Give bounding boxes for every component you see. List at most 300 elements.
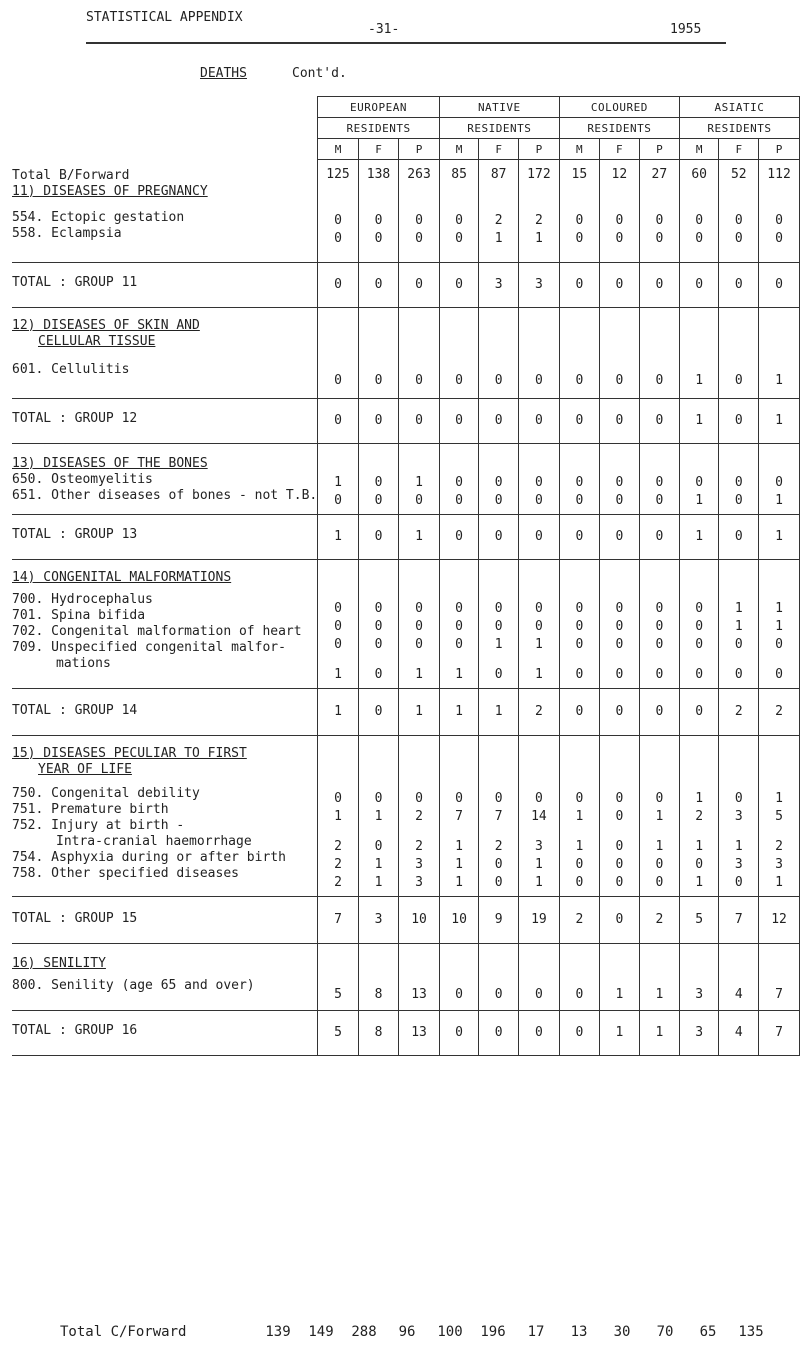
item-label: 750. Congenital debility	[12, 785, 200, 801]
item-label: 754. Asphyxia during or after birth	[12, 849, 286, 865]
group-heading: 12) DISEASES OF SKIN AND	[12, 317, 200, 333]
cell-value: 0	[374, 474, 383, 490]
cell-value: 0	[734, 231, 743, 246]
cell-value: 7	[759, 1010, 800, 1055]
cell-value: 1	[695, 492, 704, 508]
sex-p: P	[518, 139, 559, 160]
item-label: 800. Senility (age 65 and over)	[12, 977, 255, 993]
cell-value: 0	[775, 231, 783, 246]
cell-value: 1	[695, 838, 704, 854]
cell-stack	[479, 735, 519, 896]
cell-value: 0	[575, 492, 584, 508]
cell-value: 1	[399, 514, 440, 559]
cell-value: 1	[759, 398, 800, 443]
cell-stack	[559, 160, 599, 263]
cell-stack	[479, 160, 519, 263]
cell-stack	[679, 559, 719, 688]
bf-label: Total B/Forward	[12, 167, 130, 183]
item-label: 751. Premature birth	[12, 801, 169, 817]
sex-f: F	[358, 139, 399, 160]
sex-m: M	[679, 139, 719, 160]
cell-value: 0	[535, 474, 543, 490]
cell-value: 7	[318, 896, 359, 943]
cell-stack	[759, 559, 800, 688]
cell-value: 0	[358, 307, 399, 398]
sex-m: M	[439, 139, 479, 160]
cell-value: 0	[479, 943, 519, 1010]
cell-value: 0	[575, 666, 584, 682]
cell-value: 0	[494, 856, 503, 872]
cell-value: 2	[775, 838, 783, 854]
cell-stack	[719, 443, 759, 514]
cell-value: 0	[734, 790, 743, 806]
cell-stack	[639, 160, 679, 263]
cell-value: 0	[655, 618, 664, 634]
cf-value: 139	[265, 1324, 291, 1340]
cell-stack	[559, 443, 599, 514]
cell-value: 0	[615, 666, 624, 682]
cell-value: 1	[535, 874, 543, 890]
cell-value: 2	[415, 808, 423, 824]
cell-value: 0	[695, 600, 704, 616]
residents-label: RESIDENTS	[559, 118, 679, 139]
cell-value: 0	[415, 618, 423, 634]
cell-value: 1	[679, 307, 719, 398]
cell-value: 3	[734, 808, 743, 824]
cell-value: 1	[599, 1010, 639, 1055]
cell-value: 0	[615, 618, 624, 634]
cell-value: 1	[775, 618, 783, 634]
cell-stack	[759, 160, 800, 263]
cell-value: 0	[615, 213, 624, 228]
cell-value: 87	[490, 167, 507, 182]
section-title: DEATHS	[200, 66, 247, 81]
cell-value: 7	[455, 808, 463, 824]
total-label: TOTAL : GROUP 11	[12, 274, 138, 290]
cell-stack	[719, 160, 759, 263]
group-heading: 15) DISEASES PECULIAR TO FIRST	[12, 745, 247, 761]
cell-value: 1	[575, 808, 584, 824]
cell-value: 0	[719, 398, 759, 443]
item-label: 650. Osteomyelitis	[12, 471, 153, 487]
cell-value: 1	[679, 514, 719, 559]
cf-value: 100	[437, 1324, 463, 1340]
total-label: TOTAL : GROUP 15	[12, 910, 138, 926]
cell-value: 0	[374, 213, 383, 228]
cell-value: 0	[719, 514, 759, 559]
sex-f: F	[599, 139, 639, 160]
cell-value: 0	[399, 262, 440, 307]
sex-f: F	[479, 139, 519, 160]
cell-value: 0	[334, 231, 342, 246]
cell-value: 1	[639, 1010, 679, 1055]
cell-value: 1	[318, 688, 359, 735]
cell-value: 3	[734, 856, 743, 872]
cell-value: 0	[518, 1010, 559, 1055]
cell-value: 1	[399, 688, 440, 735]
cell-value: 0	[615, 856, 624, 872]
cell-value: 3	[479, 262, 519, 307]
cell-stack	[399, 735, 440, 896]
cell-value: 0	[575, 213, 584, 228]
cell-value: 0	[615, 492, 624, 508]
cell-value: 2	[334, 838, 342, 854]
cell-value: 0	[639, 307, 679, 398]
cell-value: 1	[479, 688, 519, 735]
cell-value: 1	[734, 618, 743, 634]
group-heading: 13) DISEASES OF THE BONES	[12, 455, 208, 471]
cell-value: 0	[599, 514, 639, 559]
cell-value: 2	[415, 838, 423, 854]
cell-value: 125	[326, 167, 350, 182]
cell-value: 1	[775, 492, 783, 508]
group13-row	[12, 443, 800, 514]
cell-value: 3	[518, 262, 559, 307]
cell-value: 0	[479, 514, 519, 559]
cell-value: 0	[655, 213, 664, 228]
group-heading: 14) CONGENITAL MALFORMATIONS	[12, 569, 232, 585]
cell-value: 1	[734, 838, 743, 854]
cell-value: 13	[399, 943, 440, 1010]
cell-stack	[679, 443, 719, 514]
cell-value: 0	[559, 514, 599, 559]
cell-value: 0	[415, 213, 423, 228]
item-label: mations	[56, 655, 111, 671]
item-label: Intra-cranial haemorrhage	[56, 833, 252, 849]
sex-m: M	[318, 139, 359, 160]
cell-value: 14	[531, 808, 547, 824]
group-header-row	[12, 97, 800, 118]
cell-value: 19	[518, 896, 559, 943]
cell-value: 0	[374, 838, 383, 854]
cell-value: 0	[518, 398, 559, 443]
cell-value: 1	[639, 943, 679, 1010]
cell-value: 1	[415, 666, 423, 682]
cell-value: 0	[615, 790, 624, 806]
cell-value: 0	[494, 600, 503, 616]
group-heading: CELLULAR TISSUE	[38, 333, 156, 349]
cell-value: 5	[318, 943, 359, 1010]
cell-value: 138	[366, 167, 391, 182]
cell-value: 2	[759, 688, 800, 735]
cell-stack	[358, 559, 399, 688]
cell-value: 0	[318, 262, 359, 307]
cell-value: 0	[559, 1010, 599, 1055]
cell-value: 2	[719, 688, 759, 735]
cell-value: 3	[679, 1010, 719, 1055]
total-label: TOTAL : GROUP 16	[12, 1022, 138, 1038]
cell-value: 2	[518, 688, 559, 735]
cell-value: 0	[374, 231, 383, 246]
group15-row	[12, 735, 800, 896]
cell-stack	[399, 160, 440, 263]
cell-value: 1	[334, 474, 342, 490]
cell-value: 0	[575, 474, 584, 490]
cell-value: 5	[679, 896, 719, 943]
group-heading: YEAR OF LIFE	[38, 761, 132, 777]
cell-value: 3	[358, 896, 399, 943]
cell-value: 0	[374, 600, 383, 616]
cell-value: 0	[334, 790, 342, 806]
cell-value: 0	[575, 636, 584, 652]
cell-value: 0	[358, 688, 399, 735]
cell-stack	[439, 443, 479, 514]
cell-value: 0	[494, 790, 503, 806]
cell-value: 0	[599, 688, 639, 735]
cell-value: 52	[730, 167, 747, 182]
cell-value: 0	[439, 514, 479, 559]
cell-stack	[439, 559, 479, 688]
cell-stack	[759, 735, 800, 896]
cell-value: 0	[494, 618, 503, 634]
cf-value: 30	[613, 1324, 631, 1340]
cell-value: 4	[719, 1010, 759, 1055]
cell-value: 0	[615, 600, 624, 616]
cell-value: 15	[571, 167, 588, 182]
cell-value: 2	[494, 213, 503, 228]
cell-value: 0	[518, 307, 559, 398]
cell-stack	[518, 559, 559, 688]
cell-value: 5	[318, 1010, 359, 1055]
cell-value: 172	[527, 167, 551, 182]
cell-value: 1	[455, 874, 463, 890]
cell-value: 0	[334, 636, 342, 652]
cell-value: 85	[451, 167, 467, 182]
cell-value: 3	[775, 856, 783, 872]
item-label: 651. Other diseases of bones - not T.B.	[12, 487, 318, 503]
cell-value: 0	[559, 398, 599, 443]
cell-value: 0	[655, 874, 664, 890]
cell-value: 13	[399, 1010, 440, 1055]
total-label: TOTAL : GROUP 13	[12, 526, 138, 542]
cf-value: 288	[351, 1324, 377, 1340]
cell-value: 0	[775, 666, 783, 682]
cell-value: 0	[599, 307, 639, 398]
cell-value: 1	[775, 600, 783, 616]
cell-stack	[759, 443, 800, 514]
cell-value: 0	[639, 262, 679, 307]
cell-value: 0	[455, 231, 463, 246]
cell-value: 0	[695, 213, 704, 228]
cell-value: 0	[734, 474, 743, 490]
item-label: 601. Cellulitis	[12, 361, 130, 377]
cell-value: 1	[734, 600, 743, 616]
cell-value: 0	[575, 874, 584, 890]
cell-value: 0	[639, 514, 679, 559]
header-rule	[86, 42, 726, 44]
cell-value: 9	[479, 896, 519, 943]
cell-value: 1	[695, 790, 704, 806]
item-label: 758. Other specified diseases	[12, 865, 239, 881]
cell-value: 2	[494, 838, 503, 854]
cell-value: 0	[518, 514, 559, 559]
group16-row	[12, 943, 800, 1010]
cell-value: 1	[535, 231, 543, 246]
cell-value: 2	[535, 213, 543, 228]
cell-value: 0	[734, 666, 743, 682]
cell-value: 0	[334, 618, 342, 634]
cell-stack	[639, 735, 679, 896]
cell-value: 0	[655, 856, 664, 872]
bf-group11-row	[12, 160, 800, 263]
sex-f: F	[719, 139, 759, 160]
cell-value: 1	[494, 636, 503, 652]
cell-value: 0	[719, 307, 759, 398]
group12-row	[12, 307, 800, 398]
cf-value: 135	[738, 1324, 764, 1340]
cell-value: 0	[374, 492, 383, 508]
cell-value: 0	[655, 600, 664, 616]
cell-value: 1	[535, 636, 543, 652]
cell-value: 1	[374, 874, 383, 890]
cell-value: 0	[719, 262, 759, 307]
cell-value: 0	[318, 398, 359, 443]
cell-value: 0	[318, 307, 359, 398]
total-label: TOTAL : GROUP 12	[12, 410, 138, 426]
cell-value: 2	[639, 896, 679, 943]
cell-value: 1	[655, 808, 664, 824]
cell-value: 0	[615, 874, 624, 890]
cell-value: 0	[615, 474, 624, 490]
cell-value: 0	[455, 492, 463, 508]
cell-value: 0	[455, 474, 463, 490]
cell-value: 1	[415, 474, 423, 490]
cell-value: 0	[334, 492, 342, 508]
cell-value: 112	[767, 167, 791, 182]
cell-value: 0	[575, 856, 584, 872]
cell-value: 0	[358, 262, 399, 307]
cell-stack	[518, 735, 559, 896]
col-asiatic: ASIATIC	[679, 97, 799, 118]
cell-value: 0	[455, 213, 463, 228]
cell-value: 60	[691, 167, 708, 182]
cell-stack	[439, 160, 479, 263]
cell-value: 0	[374, 790, 383, 806]
cf-value: 17	[527, 1324, 545, 1340]
cell-value: 3	[535, 838, 543, 854]
cf-value: 149	[308, 1324, 334, 1340]
cell-value: 8	[358, 1010, 399, 1055]
cell-value: 0	[775, 474, 783, 490]
cell-value: 0	[374, 636, 383, 652]
item-label: 702. Congenital malformation of heart	[12, 623, 302, 639]
cell-value: 0	[334, 600, 342, 616]
cell-value: 1	[535, 856, 543, 872]
cell-stack	[479, 443, 519, 514]
cell-value: 1	[334, 666, 342, 682]
cell-stack	[639, 443, 679, 514]
cell-value: 0	[479, 398, 519, 443]
cell-value: 2	[334, 874, 342, 890]
cell-value: 0	[455, 790, 463, 806]
cell-value: 0	[655, 492, 664, 508]
item-label: 709. Unspecified congenital malfor-	[12, 639, 286, 655]
cell-value: 0	[615, 838, 624, 854]
appendix-title: STATISTICAL APPENDIX	[86, 10, 243, 25]
cell-value: 0	[559, 307, 599, 398]
cell-stack	[559, 559, 599, 688]
cell-value: 0	[639, 688, 679, 735]
group-heading: 16) SENILITY	[12, 955, 106, 971]
cell-stack	[599, 160, 639, 263]
col-native: NATIVE	[439, 97, 559, 118]
cell-value: 0	[695, 231, 704, 246]
cell-stack	[679, 735, 719, 896]
cell-stack	[358, 443, 399, 514]
cell-value: 0	[455, 618, 463, 634]
item-label: 558. Eclampsia	[12, 225, 122, 241]
group-heading: 11) DISEASES OF PREGNANCY	[12, 183, 208, 199]
cell-value: 0	[575, 618, 584, 634]
cell-value: 10	[439, 896, 479, 943]
col-coloured: COLOURED	[559, 97, 679, 118]
cell-stack	[719, 559, 759, 688]
cell-stack	[599, 735, 639, 896]
cell-value: 3	[415, 856, 423, 872]
cell-value: 0	[415, 492, 423, 508]
total-row	[12, 262, 800, 307]
cell-stack	[559, 735, 599, 896]
sex-p: P	[639, 139, 679, 160]
cell-value: 0	[374, 618, 383, 634]
cell-stack	[358, 160, 399, 263]
cell-value: 0	[535, 618, 543, 634]
cell-value: 0	[494, 874, 503, 890]
cell-value: 0	[479, 307, 519, 398]
sex-p: P	[399, 139, 440, 160]
cell-value: 0	[734, 492, 743, 508]
cell-value: 0	[415, 790, 423, 806]
cell-stack	[318, 443, 359, 514]
sex-m: M	[559, 139, 599, 160]
cell-value: 27	[651, 167, 668, 182]
cell-value: 10	[399, 896, 440, 943]
cell-value: 0	[535, 790, 543, 806]
cell-value: 1	[374, 808, 383, 824]
cell-stack	[479, 559, 519, 688]
cell-value: 0	[695, 636, 704, 652]
cell-value: 7	[494, 808, 503, 824]
cell-value: 0	[599, 262, 639, 307]
cell-value: 0	[734, 874, 743, 890]
cell-value: 0	[358, 398, 399, 443]
cell-value: 0	[695, 856, 704, 872]
item-label: 701. Spina bifida	[12, 607, 146, 623]
cell-value: 12	[759, 896, 800, 943]
cell-value: 2	[559, 896, 599, 943]
cell-value: 7	[719, 896, 759, 943]
residents-label: RESIDENTS	[439, 118, 559, 139]
total-row	[12, 1010, 800, 1055]
total-row	[12, 514, 800, 559]
cell-stack	[719, 735, 759, 896]
group14-row	[12, 559, 800, 688]
item-label: 752. Injury at birth -	[12, 817, 185, 833]
cell-value: 0	[439, 943, 479, 1010]
cell-value: 0	[655, 790, 664, 806]
cell-value: 0	[358, 514, 399, 559]
cell-value: 0	[599, 896, 639, 943]
cell-value: 4	[719, 943, 759, 1010]
cell-value: 0	[575, 231, 584, 246]
cell-value: 0	[734, 636, 743, 652]
year: 1955	[670, 22, 702, 37]
col-european: EUROPEAN	[318, 97, 440, 118]
cell-value: 5	[775, 808, 783, 824]
cell-value: 0	[575, 790, 584, 806]
cell-stack	[599, 559, 639, 688]
cell-value: 0	[439, 1010, 479, 1055]
